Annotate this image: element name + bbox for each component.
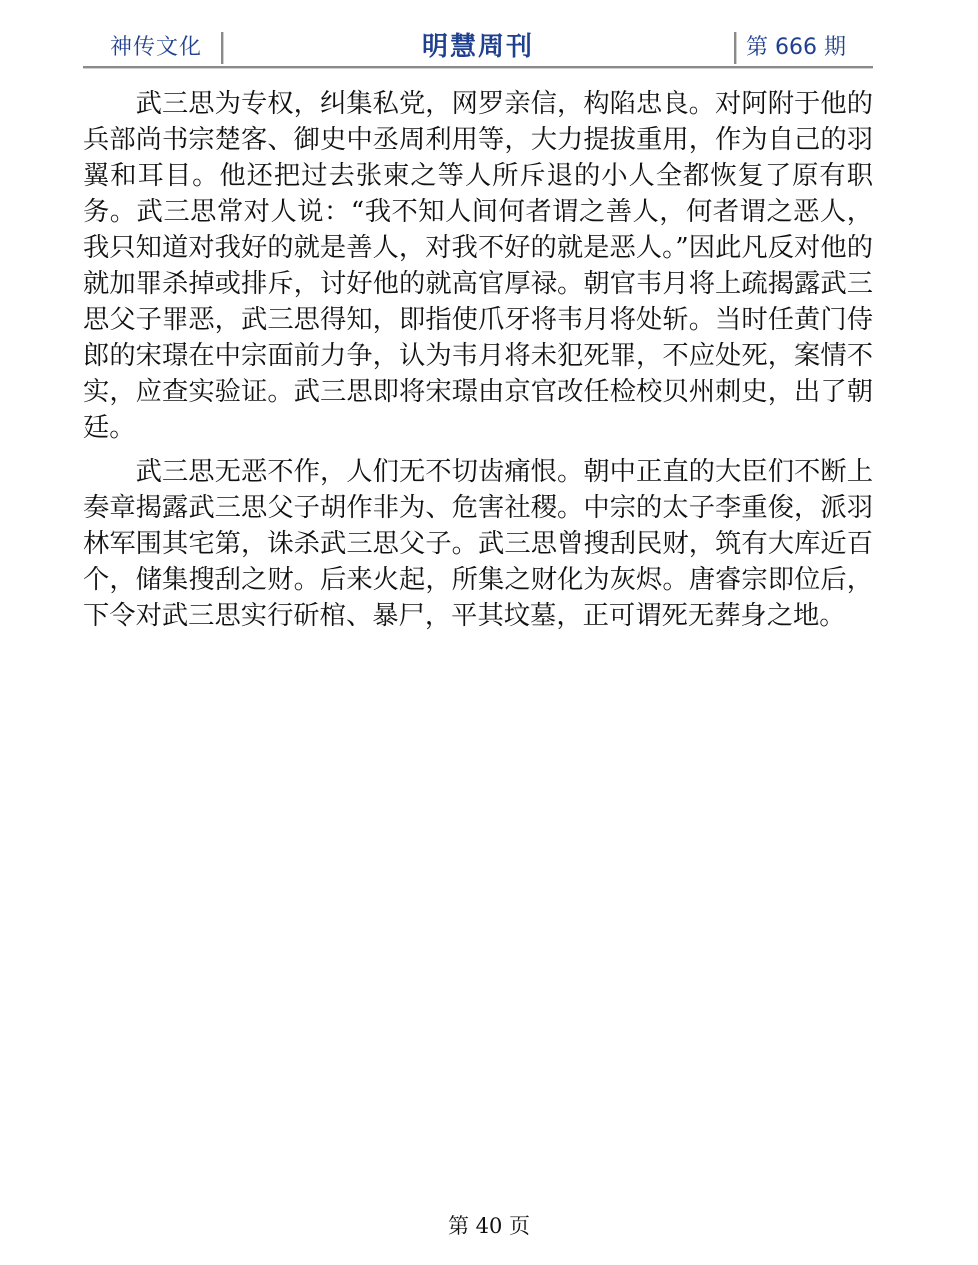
- paragraph-2: 武三思无恶不作，人们无不切齿痛恨。朝中正直的大臣们不断上奏章揭露武三思父子胡作非为、危害社稷。中宗的太子李重俊，派羽林军围其宅第，诛杀武三思父子。武三思曾搜刮民财，筑有大库近百个，储集搜刮之财。后来火起，所集之财化为灰烬。唐睿宗即位后，下令对武三思实行斫棺、暴尸，平其坟墓，正可谓死无葬身之地。: [83, 457, 873, 631]
- header-divider-left: [221, 32, 223, 64]
- section-label: 神传文化: [110, 35, 203, 60]
- header-divider-right: [734, 32, 736, 64]
- publication-title: 明慧周刊: [421, 32, 534, 62]
- issue-number: 第 666 期: [746, 35, 846, 60]
- header-rule: [83, 66, 873, 68]
- article-body: [83, 86, 873, 642]
- page-header: [83, 26, 873, 68]
- page-number: 第 40 页: [447, 1214, 531, 1238]
- paragraph-1: 武三思为专权，纠集私党，网罗亲信，构陷忠良。对阿附于他的兵部尚书宗楚客、御史中丞周利用等，大力提拔重用，作为自己的羽翼和耳目。他还把过去张柬之等人所斥退的小人全都恢复了原有职务。武三思常对人说：“我不知人间何者谓之善人，何者谓之恶人，我只知道对我好的就是善人，对我不好的就是恶人。”因此凡反对他的就加罪杀掉或排斥，讨好他的就高官厚禄。朝官韦月将上疏揭露武三思父子罪恶，武三思得知，即指使爪牙将韦月将处斩。当时任黄门侍郎的宋璟在中宗面前力争，认为韦月将未犯死罪，不应处死，案情不实，应查实验证。武三思即将宋璟由京官改任检校贝州刺史，出了朝廷。: [83, 89, 873, 443]
